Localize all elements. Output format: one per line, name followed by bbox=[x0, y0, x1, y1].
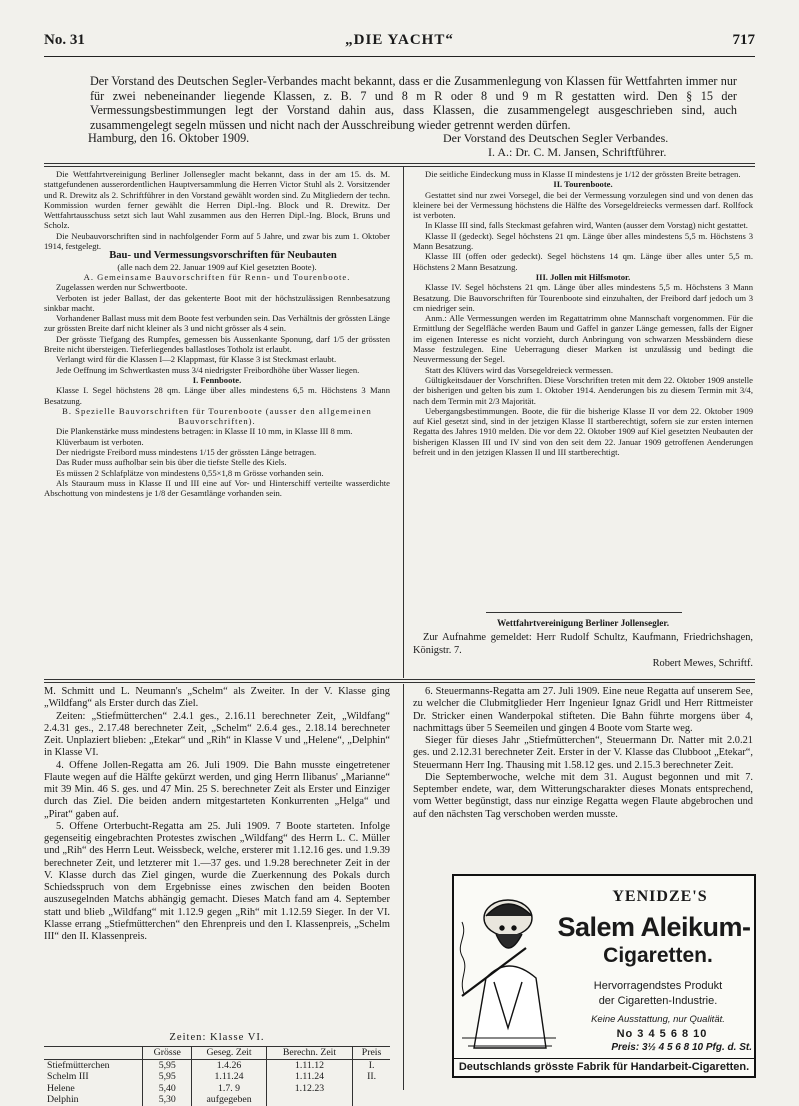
verband-notice bbox=[90, 74, 737, 132]
results-header-cell: Preis bbox=[353, 1047, 390, 1060]
ad-product-line1: Salem Aleikum- bbox=[557, 912, 751, 942]
paragraph: Klasse II (gedeckt). Segel höchstens 21 qm. Länge über alles mindestens 5,5 m. Höchstens 3 Mann Besatzung. bbox=[413, 230, 753, 252]
paragraph: Gültigkeitsdauer der Vorschriften. Diese Vorschriften treten mit dem 22. Oktober 1909 anstelle der bisherigen und gelten bis zum 1. Oktober 1914. Aenderungen bis zu diesem Termin mit 3/4, nach dem Termin mit 2/3 Majorität. bbox=[413, 374, 753, 406]
section-rule-top bbox=[44, 163, 755, 167]
table-cell bbox=[266, 1094, 352, 1106]
paragraph: Der grösste Tiefgang des Rumpfes, gemessen bis Aussenkante Sponung, darf 1/5 der grössten Breite nicht übersteigen. Tieferliegendes ballastloses Totholz ist erlaubt. bbox=[44, 333, 390, 355]
section-rule-bottom bbox=[44, 679, 755, 683]
table-cell: I. bbox=[353, 1059, 390, 1071]
heading-note: (alle nach dem 22. Januar 1909 auf Kiel gesetzten Boote). bbox=[117, 261, 317, 272]
paragraph: Die Plankenstärke muss mindestens betragen: in Klasse II 10 mm, in Klasse III 8 mm. bbox=[56, 426, 353, 437]
table-cell: 5,95 bbox=[143, 1059, 192, 1071]
table-row bbox=[44, 1094, 390, 1106]
table-cell: 1.11.24 bbox=[266, 1071, 352, 1083]
paragraph: 5. Offene Orterbucht-Regatta am 25. Juli 1909. 7 Boote starteten. Infolge gegenseitig eingebrachten Protestes zwischen „Wildfang“ des Herrn L. C. Müller und „Rih“ des Herrn Leut. Weissbeck, welche, ersterer mit 1.12.16 ges. und 1.9.39 berechneter Zeit, und letzterer mit 1.—37 ges. und 1.9.28 berechneter Zeit in der V. Klasse durch das Ziel gingen, wurde die Zuerkennung des Pokals durch Schiedsspruch von dem Ergebnisse eines zwischen den beiden Booten auszusegelnden Matchs abhängig gemacht. Dieses Match fand am 4. September statt und blieb „Wildfang“ mit 1.12.9 gegen „Rih“ mit 1.12.59 Sieger. In der VI. Klasse errang „Stiefmütterchen“ den Ehrenpreis und den I. Klassenpreis, „Schelm III“ den II. Klassenpreis. bbox=[44, 820, 390, 942]
ad-numbers: No 3 4 5 6 8 10 bbox=[616, 1028, 708, 1040]
table-row bbox=[44, 1059, 390, 1071]
paragraph: Vorhandener Ballast muss mit dem Boote fest verbunden sein. Das Verhältnis der grössten Länge zur grössten Breite darf nicht kleiner als 3 und nicht grösser als 4 sein. bbox=[44, 313, 390, 334]
table-cell bbox=[353, 1083, 390, 1095]
paragraph: Statt des Klüvers wird das Vorsegeldreieck vermessen. bbox=[425, 364, 613, 375]
table-cell: 1.7. 9 bbox=[192, 1083, 267, 1095]
paragraph: Klasse I. Segel höchstens 28 qm. Länge über alles mindestens 6,5 m. Höchstens 3 Mann Besatzung. bbox=[44, 385, 390, 406]
paragraph: Als Stauraum muss in Klasse II und III eine auf Vor- und Hinterschiff verteilte wasserdichte Abschottung von mindestens je 1/8 der Gesamtlänge vorhanden sein. bbox=[44, 477, 390, 499]
column-divider-bottom bbox=[403, 684, 404, 1090]
journal-title: „DIE YACHT“ bbox=[345, 32, 454, 48]
paragraph: 6. Steuermanns-Regatta am 27. Juli 1909. Eine neue Regatta auf unserem See, zu welcher die Clubmitglieder Herr Ingenieur Ignaz Gridl und Herr Rittmeister Dr. Stricker einen Wanderpokal stifteten. Die Bahn führte morgens über 4, nachmittags über 5 Seemeilen und gingen 4 Boote vom Starte weg. bbox=[413, 686, 753, 734]
right-column-regattas bbox=[413, 686, 753, 862]
ad-product-line2: Cigaretten. bbox=[603, 944, 713, 967]
page-number: 717 bbox=[732, 32, 755, 48]
subsection-heading: A. Gemeinsame Bauvorschriften für Renn- und Tourenboote. bbox=[83, 271, 351, 282]
membership-signature: Robert Mewes, Schriftf. bbox=[652, 658, 753, 669]
paragraph: Zeiten: „Stiefmütterchen“ 2.4.1 ges., 2.16.11 berechneter Zeit, „Wildfang“ 2.4.31 ges., 2.17.48 berechneter Zeit, „Schelm“ 2.6.4 ges., 2.18.14 berechneter Zeit. Unplaziert blieben: „Etekar“ und „Rih“ in Klasse V und „Helene“, „Delphin“ in Klasse VI. bbox=[44, 710, 390, 759]
paragraph: Verboten ist jeder Ballast, der das gekenterte Boot mit der höchstzulässigen Rennbesatzung sinkbar macht. bbox=[44, 292, 390, 313]
section-heading: II. Tourenboote. bbox=[553, 179, 613, 190]
paragraph: M. Schmitt und L. Neumann's „Schelm“ als Zweiter. In der V. Klasse ging „Wildfang“ als Erster durch das Ziel. bbox=[44, 686, 390, 710]
paragraph: Die Septemberwoche, welche mit dem 31. August begonnen und mit 7. September endete, war, dem Witterungscharakter dieses Monats entsprechend, vom Wetter begünstigt, dass nur einzige Regatta wegen Flaute abgebrochen und auf den nächsten Tag verschoben werden musste. bbox=[413, 771, 753, 820]
right-column-rules bbox=[413, 169, 753, 609]
section-heading: III. Jollen mit Hilfsmotor. bbox=[535, 271, 631, 282]
paragraph: Klasse IV. Segel höchstens 21 qm. Länge über alles mindestens 5,5 m. Höchstens 3 Mann Besatzung. Die Bauvorschriften für Tourenboote sind einzuhalten, der Freibord darf jedoch um 3 cm niedriger sein. bbox=[413, 282, 753, 313]
main-heading: Bau- und Vermessungsvorschriften für Neubauten bbox=[109, 250, 337, 262]
table-row bbox=[44, 1071, 390, 1083]
left-column-rules bbox=[44, 169, 390, 673]
paragraph: Zugelassen werden nur Schwertboote. bbox=[56, 282, 188, 293]
table-cell: Stiefmütterchen bbox=[47, 1059, 110, 1071]
ad-tagline1: Hervorragendstes Produkt bbox=[593, 980, 723, 992]
cigarette-advertisement bbox=[452, 874, 756, 1078]
smoker-illustration bbox=[456, 878, 568, 1053]
paragraph: Das Ruder muss aufholbar sein bis über die tiefste Stelle des Kiels. bbox=[56, 457, 287, 468]
subsection-heading: B. Spezielle Bauvorschriften für Tourenboote (ausser den allgemeinen Bauvorschriften). bbox=[62, 405, 372, 427]
paragraph: Klüverbaum ist verboten. bbox=[56, 436, 144, 447]
results-header-cell: Geseg. Zeit bbox=[192, 1047, 267, 1060]
results-header-cell: Berechn. Zeit bbox=[266, 1047, 352, 1060]
short-rule bbox=[486, 612, 682, 613]
table-cell: Helene bbox=[47, 1082, 75, 1094]
table-cell: 5,30 bbox=[143, 1094, 192, 1106]
section-heading: I. Fennboote. bbox=[192, 374, 242, 385]
notice-place-date: Hamburg, den 16. Oktober 1909. bbox=[88, 131, 250, 145]
issue-number: No. 31 bbox=[44, 32, 85, 48]
paragraph: Die seitliche Eindeckung muss in Klasse II mindestens je 1/12 der grössten Breite betragen. bbox=[425, 169, 741, 179]
table-cell: II. bbox=[353, 1071, 390, 1083]
header-rule bbox=[44, 56, 755, 57]
table-cell: 1.12.23 bbox=[266, 1083, 352, 1095]
table-row bbox=[44, 1083, 390, 1095]
table-cell: 1.11.24 bbox=[192, 1071, 267, 1083]
notice-signatory: Der Vorstand des Deutschen Segler Verbandes. bbox=[443, 131, 669, 145]
ad-note: Keine Ausstattung, nur Qualität. bbox=[591, 1014, 725, 1025]
notice-text: Der Vorstand des Deutschen Segler-Verbandes macht bekannt, dass er die Zusammenlegung von Klassen für Wettfahrten immer nur für zwei nebeneinander liegende Klassen, z. B. 7 und 8 m R oder 8 und 9 m R gestatten wird. Den § 15 der Vermessungsbestimmungen legt der Vorstand dahin aus, dass Klassen, die zusammengelegt ausgeschrieben sind, auch zusammengelegt segeln müssen und nicht nach der Ausschreibung wieder getrennt werden dürfen. bbox=[90, 74, 737, 132]
paragraph: Die Neubauvorschriften sind in nachfolgender Form auf 5 Jahre, und zwar bis zum 1. Oktober 1914, festgelegt. bbox=[44, 230, 390, 252]
membership-heading: Wettfahrtvereinigung Berliner Jollensegler. bbox=[496, 619, 670, 629]
results-header-cell: Grösse bbox=[143, 1047, 192, 1060]
table-cell: 1.4.26 bbox=[192, 1059, 267, 1071]
paragraph: Es müssen 2 Schlafplätze von mindestens 0,55×1,8 m Grösse vorhanden sein. bbox=[56, 467, 324, 478]
paragraph: Gestattet sind nur zwei Vorsegel, die bei der Vermessung vorzulegen sind und von denen das kleinere bei der Vermessung höchstens die Hälfte des Vorsegeldreiecks vermessen darf. Rollfock ist verboten. bbox=[413, 189, 753, 221]
paragraph: Verlangt wird für die Klassen I—2 Klappmast, für Klasse 3 ist Steckmast erlaubt. bbox=[56, 354, 337, 365]
left-column-regattas bbox=[44, 686, 390, 1028]
paragraph: Jede Oeffnung im Schwertkasten muss 3/4 niedrigster Freibordhöhe über Wasser liegen. bbox=[56, 364, 360, 375]
column-divider-top bbox=[403, 167, 404, 678]
notice-signatory-name: I. A.: Dr. C. M. Jansen, Schriftführer. bbox=[488, 145, 667, 159]
results-table-title: Zeiten: Klasse VI. bbox=[169, 1032, 265, 1043]
ad-tagline2: der Cigaretten-Industrie. bbox=[598, 995, 718, 1007]
ad-footer: Deutschlands grösste Fabrik für Handarbeit-Cigaretten. bbox=[454, 1058, 754, 1076]
paragraph: Anm.: Alle Vermessungen werden im Regattatrimm ohne Mannschaft vorgenommen. Für die Ermittlung der Segelfläche werden Baum und Gaffel in ganzer Länge gemessen, falls der Eigner im eigenen Interesse es nicht vorzieht, durch Anbringung von schwarzen Messbändern diese Masse festzulegen. Eine Ueberragung dieser Marken ist unzulässig und bedingt die Neuvermessung der Segel. bbox=[413, 313, 753, 365]
table-cell: 5,40 bbox=[143, 1083, 192, 1095]
page-header bbox=[44, 32, 755, 52]
membership-notice bbox=[413, 618, 753, 676]
table-cell bbox=[353, 1094, 390, 1106]
table-cell: aufgegeben bbox=[192, 1094, 267, 1106]
table-cell: Delphin bbox=[47, 1094, 79, 1106]
ad-brand: YENIDZE'S bbox=[612, 888, 708, 905]
results-block bbox=[44, 1030, 390, 1106]
table-cell: 1.11.12 bbox=[266, 1059, 352, 1071]
results-header-cell bbox=[44, 1047, 143, 1060]
paragraph: Der niedrigste Freibord muss mindestens 1/15 der grössten Länge betragen. bbox=[56, 447, 317, 458]
ad-prices: Preis: 3½ 4 5 6 8 10 Pfg. d. St. bbox=[611, 1042, 752, 1053]
results-table bbox=[44, 1046, 390, 1106]
paragraph: Klasse III (offen oder gedeckt). Segel höchstens 14 qm. Länge über alles unter 5,5 m. Höchstens 2 Mann Besatzung. bbox=[413, 251, 753, 272]
paragraph: Sieger für dieses Jahr „Stiefmütterchen“, Steuermann Dr. Natter mit 2.0.21 ges. und 2.12.31 berechneter Zeit. Erster in der V. Klasse das Clubboot „Etekar“, Steuermann Herr Ing. Thausing mit 1.58.12 ges. und 2.15.3 berechneter Zeit. bbox=[413, 735, 753, 771]
paragraph: In Klasse III sind, falls Steckmast gefahren wird, Wanten (ausser dem Vorstag) nicht gestattet. bbox=[425, 220, 748, 231]
membership-text: Zur Aufnahme gemeldet: Herr Rudolf Schultz, Kaufmann, Friedrichshagen, Königstr. 7. bbox=[413, 632, 753, 656]
paragraph: Uebergangsbestimmungen. Boote, die für die bisherige Klasse II vor dem 22. Oktober 1909 auf Kiel gesetzt sind, sind in der jetzigen Klasse II startberechtigt, sofern sie zur ersten internen Regatta des Jahres 1910 melden. Die vor dem 22. Oktober 1909 auf Kiel gesetzten Neubauten der bisherigen Klassen III und IV sind von den seit dem 22. Januar 1909 getroffenen Aenderungen befreit und in den jetzigen Klassen II und III startberechtigt. bbox=[413, 405, 753, 458]
paragraph: Die Wettfahrtvereinigung Berliner Jollensegler macht bekannt, dass in der am 15. ds. M. stattgefundenen ausserordentlichen Hauptversammlung die Herren Victor Stuhl als 2. Vorsitzender und R. Drewitz als 2. Schriftführer in den Vorstand gewählt worden sind. Zu Mitgliedern der techn. Kommission wurden ferner gewählt die Herren Dipl.-Ing. Block und R. Drewitz. Der Wettfahrtausschuss setzt sich laut Wahl zusammen aus den Herren Dipl.-Ing. Block, Bruns und Scholz. bbox=[44, 169, 390, 231]
table-cell: Schelm III bbox=[47, 1071, 89, 1083]
paragraph: 4. Offene Jollen-Regatta am 26. Juli 1909. Die Bahn musste eingetretener Flaute wegen auf die Hälfte gekürzt werden, und ging Herrn Ilibanus' „Marianne“ mit 39 Min. 46 S. ges. und 47 Min. 25 S. berechneter Zeit als Erster und Einziger durch das Ziel. Die beiden andern mitgestarteten Konkurrenten „Helga“ und „Pirat“ gaben auf. bbox=[44, 759, 390, 820]
results-header-row bbox=[44, 1047, 390, 1060]
table-cell: 5,95 bbox=[143, 1071, 192, 1083]
